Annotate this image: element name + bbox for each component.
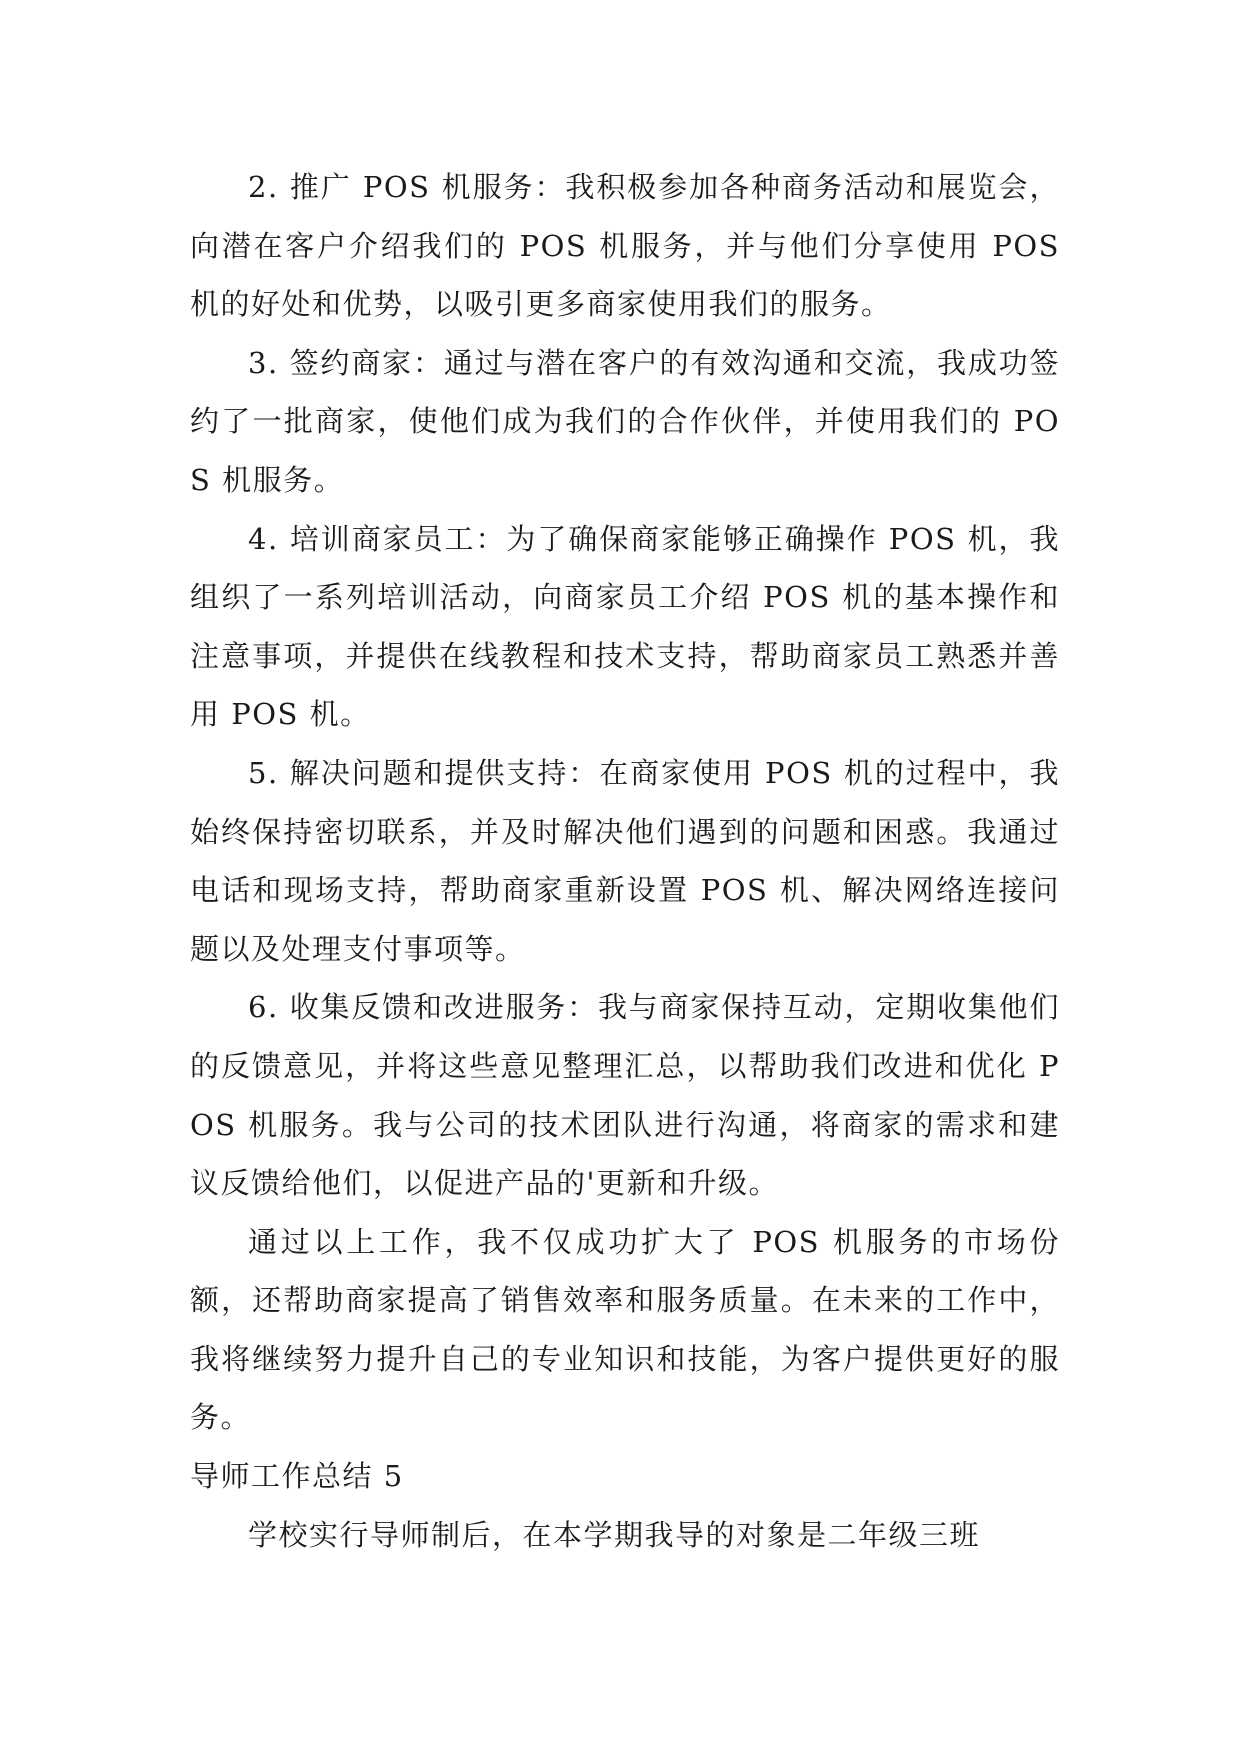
paragraph-item-2: 2. 推广 POS 机服务：我积极参加各种商务活动和展览会，向潜在客户介绍我们的 POS 机服务，并与他们分享使用 POS 机的好处和优势，以吸引更多商家使用我们的服务。	[190, 170, 1060, 322]
paragraph-summary: 通过以上工作，我不仅成功扩大了 POS 机服务的市场份额，还帮助商家提高了销售效率和服务质量。在未来的工作中，我将继续努力提升自己的专业知识和技能，为客户提供更好的服务。	[190, 1224, 1060, 1435]
paragraph-intro: 学校实行导师制后，在本学期我导的对象是二年级三班	[248, 1517, 981, 1552]
paragraph-item-4: 4. 培训商家员工：为了确保商家能够正确操作 POS 机，我组织了一系列培训活动，向商家员工介绍 POS 机的基本操作和注意事项，并提供在线教程和技术支持，帮助商家员工熟悉并善用 POS 机。	[190, 521, 1060, 732]
section-heading: 导师工作总结 5	[190, 1459, 404, 1494]
paragraph-item-5: 5. 解决问题和提供支持：在商家使用 POS 机的过程中，我始终保持密切联系，并及时解决他们遇到的问题和困惑。我通过电话和现场支持，帮助商家重新设置 POS 机、解决网络连接问题以及处理支付事项等。	[190, 755, 1060, 966]
document-body	[190, 158, 1060, 1564]
paragraph-item-3: 3. 签约商家：通过与潜在客户的有效沟通和交流，我成功签约了一批商家，使他们成为我们的合作伙伴，并使用我们的 POS 机服务。	[190, 345, 1060, 497]
paragraph-item-6: 6. 收集反馈和改进服务：我与商家保持互动，定期收集他们的反馈意见，并将这些意见整理汇总，以帮助我们改进和优化 POS 机服务。我与公司的技术团队进行沟通，将商家的需求和建议反馈给他们，以促进产品的'更新和升级。	[190, 990, 1060, 1201]
